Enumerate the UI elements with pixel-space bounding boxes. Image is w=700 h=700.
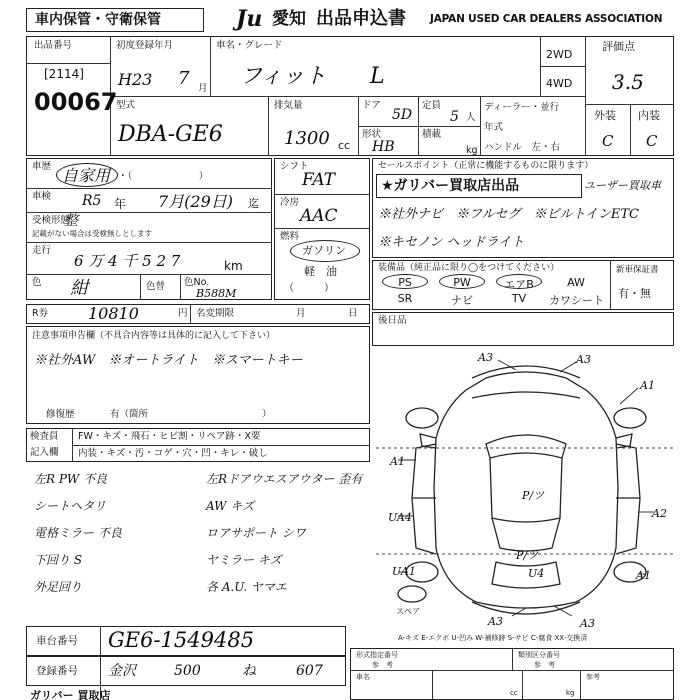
equipment-item: ナビ	[451, 294, 473, 307]
displacement-label: 排気量	[274, 100, 303, 111]
bottom-kg: kg	[566, 689, 575, 697]
inspection-form-label: 受検形態	[32, 215, 71, 226]
new-warranty-label: 新車保証書	[616, 265, 659, 275]
selling-points-line2: ※キセノン ヘッドライト	[378, 235, 525, 250]
capacity-unit: 人	[466, 112, 476, 123]
ac-label: 冷房	[280, 197, 300, 208]
mark-a3-bottom-right: A3	[580, 617, 595, 630]
registration-label: 初度登録年月	[116, 40, 174, 51]
shape-label: 形状	[362, 129, 382, 140]
later-items-box	[372, 312, 674, 346]
car-grade: L	[370, 64, 385, 89]
plate-label: 登録番号	[36, 665, 78, 677]
score-label: 評価点	[602, 40, 635, 53]
selling-points-line1: ※社外ナビ ※フルセグ ※ビルトインETC	[378, 207, 639, 222]
recycle-label: R券	[32, 308, 49, 319]
model-designation-ref: 参 考	[372, 661, 393, 669]
shift-label: シフト	[280, 161, 309, 172]
exterior-value: C	[602, 132, 614, 150]
inspector-note: 電格ミラー 不良	[34, 526, 122, 540]
dealer-type-label: ディーラー・並行	[484, 102, 560, 113]
history-circle	[56, 163, 118, 187]
equipment-circle	[496, 274, 542, 289]
mark-u4: U4	[528, 567, 545, 580]
color-value: 紺	[70, 278, 88, 299]
category-number-ref: 参 考	[534, 661, 555, 669]
remarks-handwritten: ※社外AW ※オートライト ※スマートキー	[34, 353, 303, 368]
equipment-circle	[382, 274, 428, 289]
interior-value: C	[646, 132, 658, 150]
color-label: 色	[32, 277, 42, 288]
bottom-cc: cc	[510, 689, 518, 697]
car-name: フィット	[240, 64, 327, 89]
inspector-note: AW キズ	[206, 499, 255, 513]
inspector-notes	[30, 470, 370, 630]
inspector-row2: 内装・キズ・汚・コゲ・穴・凹・キレ・破し	[78, 448, 268, 459]
equipment-item: PS	[398, 276, 412, 289]
mark-a1-left: A1	[390, 455, 405, 468]
mark-a1-right-top: A1	[640, 379, 655, 392]
color-code: B588M	[196, 287, 237, 300]
equipment-item: カワシート	[549, 294, 604, 307]
displacement-unit: cc	[338, 139, 351, 152]
inspection-year-suffix: 年	[114, 197, 127, 211]
fuel-gasoline: ガソリン	[302, 244, 346, 257]
footer-stamp: ガリバー 買取店	[30, 689, 111, 700]
color-code-label: 色No.	[184, 277, 210, 288]
registration-year: H23	[118, 70, 153, 89]
shape-value: HB	[372, 139, 395, 155]
inspector-note: 下回り S	[34, 553, 83, 567]
model-label: 型式	[116, 100, 136, 111]
inspector-note: 外足回り	[34, 580, 83, 594]
mark-a2-right: A2	[652, 507, 667, 520]
remarks-label: 注意事項申告欄（不具合内容等は具体的に記入して下さい）	[32, 331, 276, 341]
two-wd-label: 2WD	[546, 48, 573, 61]
storage-box-label: 車内保管・守衛保管	[35, 12, 161, 28]
inspection-date: 7月(29日)	[158, 192, 234, 211]
mark-a3-top-right: A3	[576, 353, 591, 366]
inspector-note: 各 A.U. ヤマエ	[206, 580, 287, 594]
mark-a1-right-low: A1	[636, 569, 651, 582]
car-name-label: 車名・グレード	[216, 40, 283, 51]
lot-label: 出品番号	[34, 40, 73, 51]
shift-value: FAT	[302, 170, 336, 190]
history-suffix: ・（ ）	[118, 171, 209, 182]
recycle-unit: 円	[178, 308, 188, 319]
equipment-item: PW	[453, 276, 471, 289]
plate-number: 607	[296, 663, 323, 679]
repair-history-value: 有（箇所 ）	[110, 409, 272, 420]
name-change-month: 月	[296, 308, 306, 319]
lot-code: [2114]	[44, 67, 84, 81]
mark-putty-rear: P/ツ	[516, 549, 539, 562]
doors-value: 5D	[392, 107, 413, 123]
name-change-label: 名変期限	[196, 308, 235, 319]
inspector-note: 左Rドアウエスアウター 歪有	[206, 472, 363, 486]
capacity-value: 5	[450, 109, 459, 125]
capacity-label: 定員	[422, 100, 442, 111]
bottom-car-name: 車名	[356, 673, 370, 681]
load-label: 積載	[422, 129, 442, 140]
inspection-until: 迄	[248, 197, 259, 210]
recycle-value: 10810	[88, 304, 139, 323]
plate-region: 金沢	[108, 663, 136, 679]
selling-points-label: セールスポイント（正常に機能するものに限ります）	[378, 161, 594, 171]
inspection-year: R5	[82, 193, 102, 209]
inspection-form-note: 記載がない場合は受検無しとします	[32, 229, 152, 238]
equipment-label: 装備品（純正品に限り◯をつけてください）	[378, 263, 560, 273]
equipment-circle	[439, 274, 485, 289]
equipment-item: TV	[511, 292, 527, 305]
mark-putty-center: P/ツ	[522, 489, 545, 502]
score-value: 3.5	[612, 70, 644, 94]
mileage-value: 6 万 4 千 5 2 7	[74, 252, 181, 270]
history-value: 自家用	[62, 166, 111, 185]
ac-value: AAC	[300, 206, 338, 226]
registration-month-suffix: 月	[198, 83, 208, 94]
color-change-label: 色替	[146, 281, 166, 292]
exterior-label: 外装	[594, 109, 616, 122]
dealer-year-label: 年式	[484, 122, 504, 133]
damage-legend: A-キズ E-エクボ U-凹み W-補修跡 S-サビ C-腐食 XX-交換済	[398, 634, 588, 642]
inspector-row1: FW・キズ・飛石・ヒビ割・リペア跡・X要	[78, 431, 261, 442]
new-warranty-value: 有・無	[618, 287, 651, 300]
equipment-grid	[378, 276, 606, 308]
mark-a3-top-left: A3	[478, 351, 493, 364]
history-label: 車歴	[32, 161, 52, 172]
fuel-label: 燃料	[280, 231, 300, 242]
mark-ua1-left: UA1	[392, 565, 416, 578]
chassis-label: 車台番号	[36, 635, 78, 647]
load-unit: kg	[466, 145, 478, 156]
mileage-unit: km	[224, 259, 243, 273]
gulliver-banner-text: ★ガリバー買取店出品	[381, 178, 520, 194]
mark-ua4: UA4	[388, 511, 412, 524]
fuel-other: （ ）	[284, 283, 334, 294]
inspector-note: 左R PW 不良	[34, 472, 108, 486]
lot-number: 00067	[34, 88, 118, 116]
inspector-note: シートヘタリ	[34, 499, 107, 513]
mark-spare: スペア	[396, 607, 420, 616]
logo: Ju	[236, 6, 263, 32]
repair-history-label: 修復歴	[46, 409, 75, 420]
inspector-label2: 記入欄	[30, 447, 59, 458]
chassis-value: GE6-1549485	[108, 628, 255, 652]
model-designation-label: 形式指定番号	[356, 651, 398, 659]
plate-class: 500	[174, 663, 201, 679]
gulliver-banner	[376, 174, 582, 198]
interior-label: 内装	[638, 109, 660, 122]
mark-a3-bottom-left: A3	[488, 615, 503, 628]
inspection-label: 車検	[32, 191, 52, 202]
model-value: DBA-GE6	[118, 122, 223, 147]
inspector-note: ヤミラー キズ	[206, 553, 282, 567]
mileage-label: 走行	[32, 245, 52, 256]
equipment-item: SR	[397, 292, 413, 305]
user-buyback-note: ユーザー買取車	[584, 179, 661, 192]
equipment-item: エアB	[504, 278, 534, 291]
steering-label: ハンドル 左・右	[484, 142, 561, 153]
category-number-label: 類別区分番号	[518, 651, 560, 659]
later-items-label: 後日品	[378, 315, 407, 326]
inspector-label1: 検査員	[30, 431, 59, 442]
fuel-diesel: 軽 油	[304, 265, 337, 278]
org-name: 愛知	[272, 9, 306, 29]
inspection-form-value: 整	[64, 213, 78, 229]
storage-box	[26, 8, 204, 32]
bottom-ref: 参考	[586, 673, 600, 681]
displacement-value: 1300	[284, 128, 330, 149]
form-title: 出品申込書	[316, 8, 406, 29]
equipment-item: AW	[567, 276, 585, 289]
association-name: JAPAN USED CAR DEALERS ASSOCIATION	[430, 13, 663, 25]
four-wd-label: 4WD	[546, 77, 573, 90]
inspector-note: ロアサポート シワ	[206, 526, 306, 540]
registration-month: 7	[178, 68, 190, 89]
name-change-day: 日	[348, 308, 358, 319]
plate-kana: ね	[242, 663, 256, 679]
doors-label: ドア	[362, 100, 381, 111]
